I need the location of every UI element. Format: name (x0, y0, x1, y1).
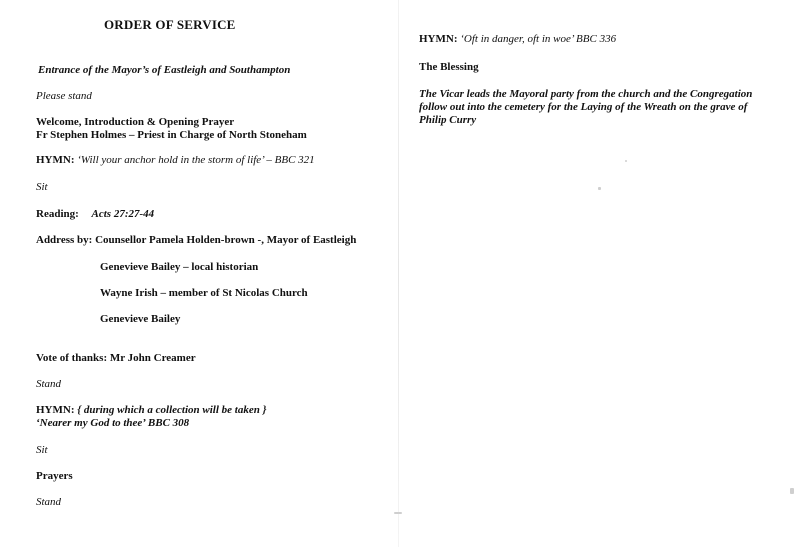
page-title: ORDER OF SERVICE (104, 17, 236, 32)
please-stand-instruction: Please stand (36, 90, 92, 102)
closing-line-3: Philip Curry (419, 114, 477, 126)
hymn-1-title: ‘Will your anchor hold in the storm of life’ – BBC 321 (77, 154, 315, 166)
closing-line-1: The Vicar leads the Mayoral party from the church and the Congregation (419, 88, 753, 100)
speaker-2-line: Genevieve Bailey – local historian (100, 261, 259, 273)
address-line: Address by: Counsellor Pamela Holden-brown -, Mayor of Eastleigh (36, 234, 357, 246)
hymn-2-label: HYMN: (36, 404, 75, 416)
speaker-4-line: Genevieve Bailey (100, 313, 181, 325)
vote-of-thanks-line: Vote of thanks: Mr John Creamer (36, 352, 196, 364)
page-fold-divider (398, 0, 399, 547)
scan-speck (394, 512, 402, 514)
stand-instruction-1: Stand (36, 378, 62, 390)
prayers-line: Prayers (36, 470, 73, 482)
scan-speck (625, 160, 627, 162)
sit-instruction-2: Sit (36, 444, 48, 456)
reading-label: Reading: (36, 208, 79, 220)
scan-speck (790, 488, 794, 494)
blessing-line: The Blessing (419, 61, 479, 73)
hymn-3-text (419, 33, 616, 46)
hymn-2-line (36, 404, 266, 417)
reading-ref: Acts 27:27-44 (91, 208, 155, 220)
scan-speck (598, 187, 601, 190)
welcome-line: Welcome, Introduction & Opening Prayer (36, 116, 235, 128)
hymn-1-line (36, 154, 315, 167)
hymn-1-label: HYMN: (36, 154, 75, 166)
reading-line (36, 208, 154, 221)
hymn-2-note: { during which a collection will be taken } (77, 404, 267, 416)
entrance-line: Entrance of the Mayor’s of Eastleigh and Southampton (38, 64, 291, 76)
speaker-3-line: Wayne Irish – member of St Nicolas Church (100, 287, 308, 299)
hymn-3-label-text: HYMN: (419, 33, 458, 45)
hymn-3-title: ‘Oft in danger, oft in woe’ BBC 336 (460, 33, 617, 45)
stand-instruction-2: Stand (36, 496, 62, 508)
sit-instruction-1: Sit (36, 181, 48, 193)
hymn-2-title: ‘Nearer my God to thee’ BBC 308 (36, 417, 190, 429)
priest-line: Fr Stephen Holmes – Priest in Charge of North Stoneham (36, 129, 307, 141)
closing-line-2: follow out into the cemetery for the Laying of the Wreath on the grave of (419, 101, 748, 113)
